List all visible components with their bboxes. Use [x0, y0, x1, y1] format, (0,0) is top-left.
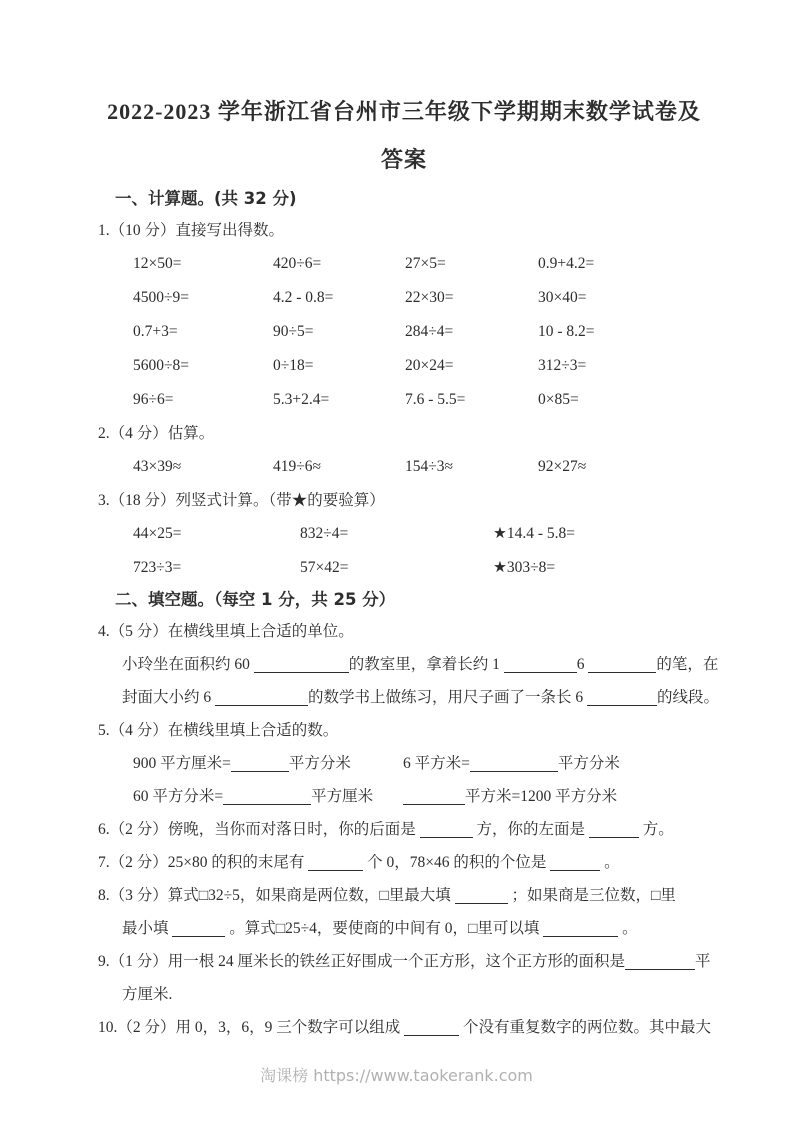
- page-title: [98, 88, 710, 184]
- text-run: 平方米=1200 平方分米: [465, 788, 618, 805]
- q5-item-1: [133, 747, 403, 780]
- text-run: 。: [618, 920, 638, 937]
- answer-blank: [625, 949, 695, 970]
- calc-expression: 30×40=: [538, 289, 587, 306]
- calc-expression: 154÷3≈: [405, 458, 454, 475]
- text-run: 的教室里，拿着长约 1: [348, 656, 504, 673]
- text-run: 平方厘米: [311, 788, 374, 805]
- calc-row: [133, 450, 710, 484]
- text-run: 6 平方米=: [403, 755, 470, 772]
- calc-row: [133, 383, 710, 417]
- calc-expression: 10 - 8.2=: [538, 323, 595, 340]
- question-10-text: [98, 1011, 710, 1044]
- calc-row: [133, 281, 710, 315]
- title-line-2: 答案: [380, 147, 427, 172]
- question-2-grid: [98, 450, 710, 484]
- question-9-text-line-1: [98, 945, 710, 978]
- calc-row: [133, 247, 710, 281]
- calc-row: [133, 315, 710, 349]
- calc-expression: 284÷4=: [405, 323, 454, 340]
- text-run: 平方分米: [288, 755, 351, 772]
- question-4-text-line-2: [98, 681, 720, 714]
- answer-blank: [215, 685, 308, 706]
- question-9-text-line-2: [98, 978, 710, 1011]
- text-run: 的数学书上做练习，用尺子画了一条长 6: [308, 689, 588, 706]
- calc-expression: 723÷3=: [133, 559, 182, 576]
- title-line-1: 2022-2023 学年浙江省台州市三年级下学期期末数学试卷及: [107, 99, 701, 124]
- section-1-heading: 一、计算题。(共 32 分): [115, 189, 297, 208]
- question-5-label: 5.（4 分）在横线里填上合适的数。: [98, 722, 339, 739]
- text-run: 6: [576, 656, 589, 673]
- calc-expression: 5.3+2.4=: [273, 391, 330, 408]
- text-run: 。算式□25÷4，要使商的中间有 0，□里可以填: [225, 920, 544, 937]
- calc-row: [133, 551, 710, 585]
- q5-item-2: [403, 747, 620, 780]
- calc-expression: 4500÷9=: [133, 289, 189, 306]
- calc-expression: 312÷3=: [538, 357, 587, 374]
- text-run: 个没有重复数字的两位数。其中最大: [459, 1019, 712, 1036]
- question-8-text-line-2: [98, 912, 710, 945]
- calc-expression: 7.6 - 5.5=: [405, 391, 466, 408]
- calc-expression: 0.7+3=: [133, 323, 178, 340]
- question-5-row-1: [98, 747, 710, 780]
- calc-row: [133, 517, 710, 551]
- question-1-grid: [98, 247, 710, 417]
- calc-expression: 92×27≈: [538, 458, 587, 475]
- text-run: 7.（2 分）25×80 的积的末尾有: [98, 854, 309, 871]
- text-run: 方，你的左面是: [472, 821, 589, 838]
- question-6-text: [98, 813, 710, 846]
- answer-blank: [420, 817, 473, 838]
- text-run: 10.（2 分）用 0，3，6，9 三个数字可以组成: [98, 1019, 405, 1036]
- text-run: 最小填: [122, 920, 173, 937]
- answer-blank: [550, 850, 600, 871]
- question-4-text-line-1: [98, 648, 719, 681]
- answer-blank: [470, 751, 558, 772]
- calc-expression: 5600÷8=: [133, 357, 189, 374]
- answer-blank: [543, 916, 618, 937]
- question-4-label: 4.（5 分）在横线里填上合适的单位。: [98, 623, 354, 640]
- question-3-grid: [98, 517, 710, 585]
- calc-expression: 0÷18=: [273, 357, 314, 374]
- calc-expression: ★14.4 - 5.8=: [493, 525, 576, 542]
- text-run: 方厘米.: [122, 986, 173, 1003]
- answer-blank: [231, 751, 289, 772]
- question-5-row-2: [98, 780, 710, 813]
- calc-expression: 20×24=: [405, 357, 454, 374]
- answer-blank: [587, 685, 657, 706]
- calc-row: [133, 349, 710, 383]
- answer-blank: [254, 652, 349, 673]
- text-run: 6.（2 分）傍晚，当你而对落日时，你的后面是: [98, 821, 420, 838]
- text-run: 小玲坐在面积约 60: [122, 656, 254, 673]
- question-8-text-line-1: [98, 879, 710, 912]
- question-7-text: [98, 846, 710, 879]
- calc-expression: 0×85=: [538, 391, 579, 408]
- question-3-label: 3.（18 分）列竖式计算。（带★的要验算）: [98, 492, 385, 509]
- answer-blank: [404, 1015, 459, 1036]
- question-2-label: 2.（4 分）估算。: [98, 425, 215, 442]
- answer-blank: [223, 784, 311, 805]
- text-run: 60 平方分米=: [133, 788, 224, 805]
- calc-expression: 96÷6=: [133, 391, 174, 408]
- q5-item-4: [403, 780, 617, 813]
- calc-expression: 12×50=: [133, 255, 182, 272]
- calc-expression: 420÷6=: [273, 255, 322, 272]
- text-run: 的线段。: [657, 689, 720, 706]
- answer-blank: [455, 883, 508, 904]
- answer-blank: [172, 916, 225, 937]
- answer-blank: [403, 784, 465, 805]
- text-run: 方。: [638, 821, 674, 838]
- section-2-heading: 二、填空题。（每空 1 分，共 25 分）: [115, 590, 396, 609]
- text-run: 。: [600, 854, 620, 871]
- text-run: 900 平方厘米=: [133, 755, 231, 772]
- text-run: 的笔，在: [656, 656, 719, 673]
- document-content: [98, 88, 720, 1044]
- text-run: 封面大小约 6: [122, 689, 216, 706]
- text-run: ；如果商是三位数，□里: [507, 887, 676, 904]
- calc-expression: 419÷6≈: [273, 458, 322, 475]
- calc-expression: 22×30=: [405, 289, 454, 306]
- calc-expression: ★303÷8=: [493, 559, 556, 576]
- text-run: 个 0，78×46 的积的个位是: [363, 854, 551, 871]
- text-run: 9.（1 分）用一根 24 厘米长的铁丝正好围成一个正方形，这个正方形的面积是: [98, 953, 626, 970]
- calc-expression: 43×39≈: [133, 458, 182, 475]
- calc-expression: 0.9+4.2=: [538, 255, 595, 272]
- text-run: 8.（3 分）算式□32÷5，如果商是两位数，□里最大填: [98, 887, 455, 904]
- answer-blank: [308, 850, 363, 871]
- calc-expression: 832÷4=: [300, 525, 349, 542]
- calc-expression: 44×25=: [133, 525, 182, 542]
- text-run: 平方分米: [557, 755, 620, 772]
- footer-watermark: 淘课榜 https://www.taokerank.com: [260, 1066, 533, 1085]
- calc-expression: 90÷5=: [273, 323, 314, 340]
- calc-expression: 57×42=: [300, 559, 349, 576]
- text-run: 平: [695, 953, 711, 970]
- q5-item-3: [133, 780, 403, 813]
- calc-expression: 27×5=: [405, 255, 446, 272]
- question-1-label: 1.（10 分）直接写出得数。: [98, 222, 285, 239]
- calc-expression: 4.2 - 0.8=: [273, 289, 334, 306]
- answer-blank: [588, 652, 656, 673]
- answer-blank: [504, 652, 577, 673]
- answer-blank: [589, 817, 639, 838]
